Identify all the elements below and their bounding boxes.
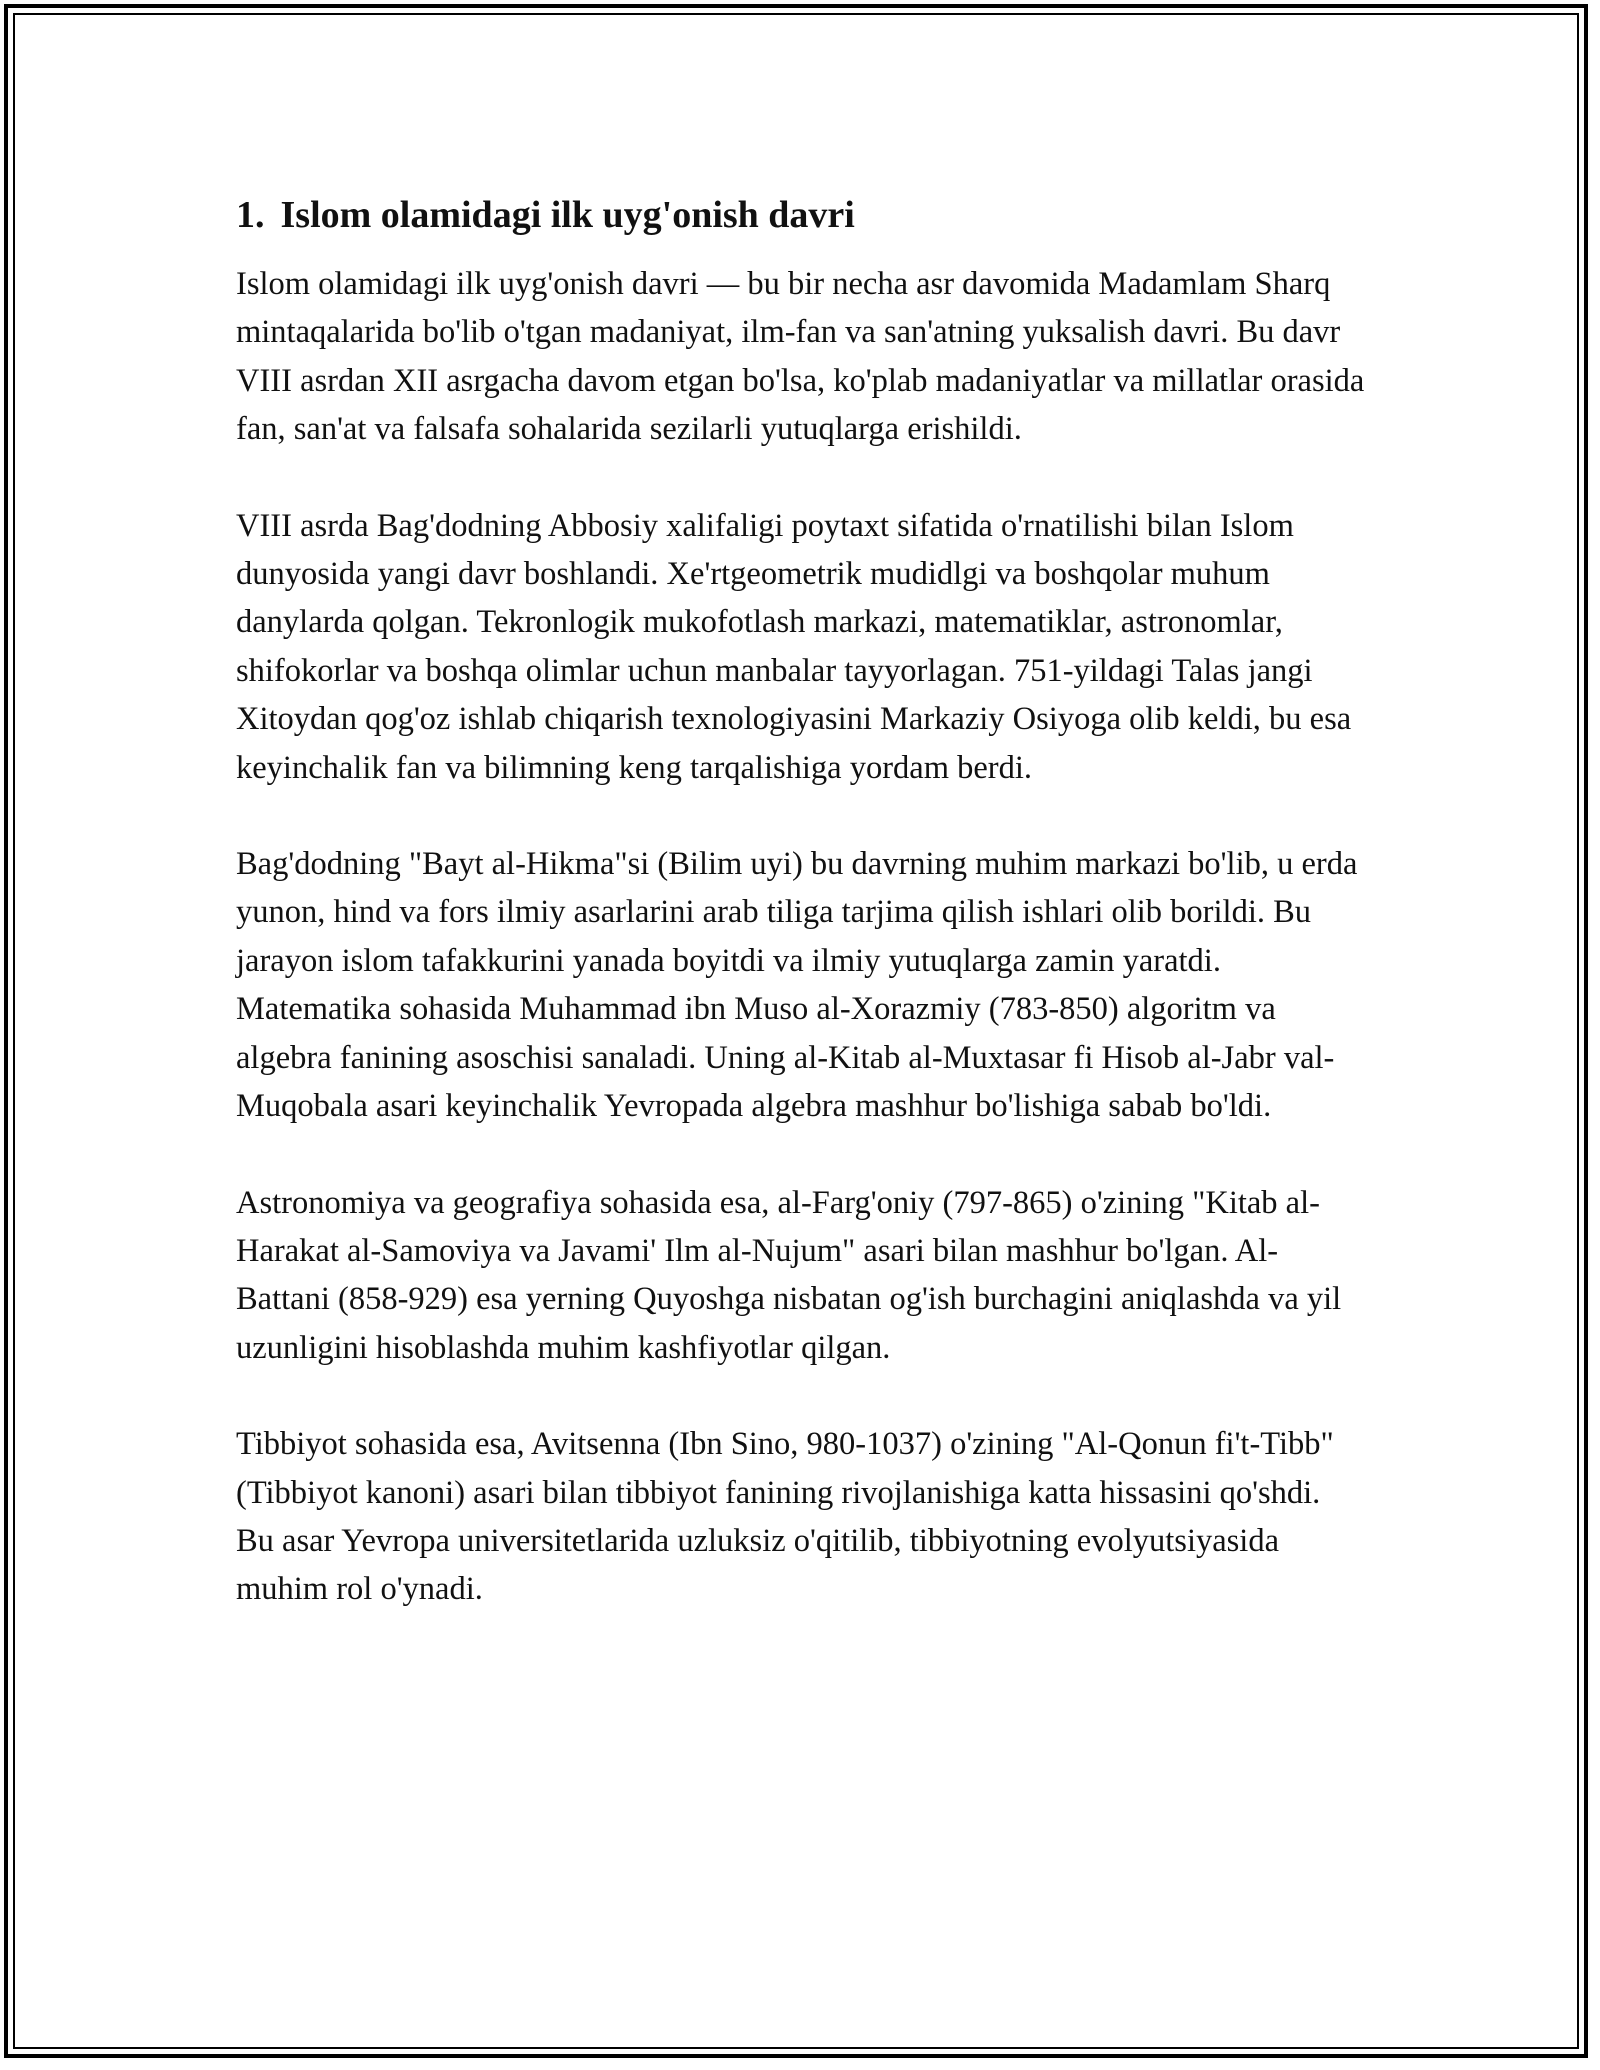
paragraph-medicine: Tibbiyot sohasida esa, Avitsenna (Ibn Sino, 980-1037) o'zining "Al-Qonun fi't-Tibb" (Tibbiyot kanoni) asari bilan tibbiyot fanining rivojlanishiga katta hissasini qo'shdi. Bu asar Yevropa universitetlarida uzluksiz o'qitilib, tibbiyotning evolyutsiyasida muhim rol o'ynadi. [236, 1426, 1334, 1608]
section-number: 1. [236, 194, 265, 236]
document-body [236, 190, 1366, 1614]
paragraph-abbasid: VIII asrda Bag'dodning Abbosiy xalifaligi poytaxt sifatida o'rnatilishi bilan Islom dunyosida yangi davr boshlandi. Xe'rtgeometrik mudidlgi va boshqolar muhum danylarda qolgan. Tekronlogik mukofotlash markazi, matematiklar, astronomlar, shifokorlar va boshqa olimlar uchun manbalar tayyorlagan. 751-yildagi Talas jangi Xitoydan qog'oz ishlab chiqarish texnologiyasini Markaziy Osiyoga olib keldi, bu esa keyinchalik fan va bilimning keng tarqalishiga yordam berdi. [236, 507, 1352, 786]
paragraph-astronomy: Astronomiya va geografiya sohasida esa, al-Farg'oniy (797-865) o'zining "Kitab al-Harakat al-Samoviya va Javami' Ilm al-Nujum" asari bilan mashhur bo'lgan. Al-Battani (858-929) esa yerning Quyoshga nisbatan og'ish burchagini aniqlashda va yil uzunligini hisoblashda muhim kashfiyotlar qilgan. [236, 1184, 1342, 1366]
section-title: Islom olamidagi ilk uyg'onish davri [280, 194, 855, 236]
paragraph-intro: Islom olamidagi ilk uyg'onish davri — bu bir necha asr davomida Madamlam Sharq mintaqalarida bo'lib o'tgan madaniyat, ilm-fan va san'atning yuksalish davri. Bu davr VIII asrdan XII asrgacha davom etgan bo'lsa, ko'plab madaniyatlar va millatlar orasida fan, san'at va falsafa sohalarida sezilarli yutuqlarga erishildi. [236, 266, 1365, 448]
paragraph-bayt-al-hikma: Bag'dodning "Bayt al-Hikma"si (Bilim uyi) bu davrning muhim markazi bo'lib, u erda yunon, hind va fors ilmiy asarlarini arab tiliga tarjima qilish ishlari olib borildi. Bu jarayon islom tafakkurini yanada boyitdi va ilmiy yutuqlarga zamin yaratdi. Matematika sohasida Muhammad ibn Muso al-Xorazmiy (783-850) algoritm va algebra fanining asoschisi sanaladi. Uning al-Kitab al-Muxtasar fi Hisob al-Jabr val-Muqobala asari keyinchalik Yevropada algebra mashhur bo'lishiga sabab bo'ldi. [236, 846, 1358, 1125]
section-heading [236, 190, 1366, 240]
